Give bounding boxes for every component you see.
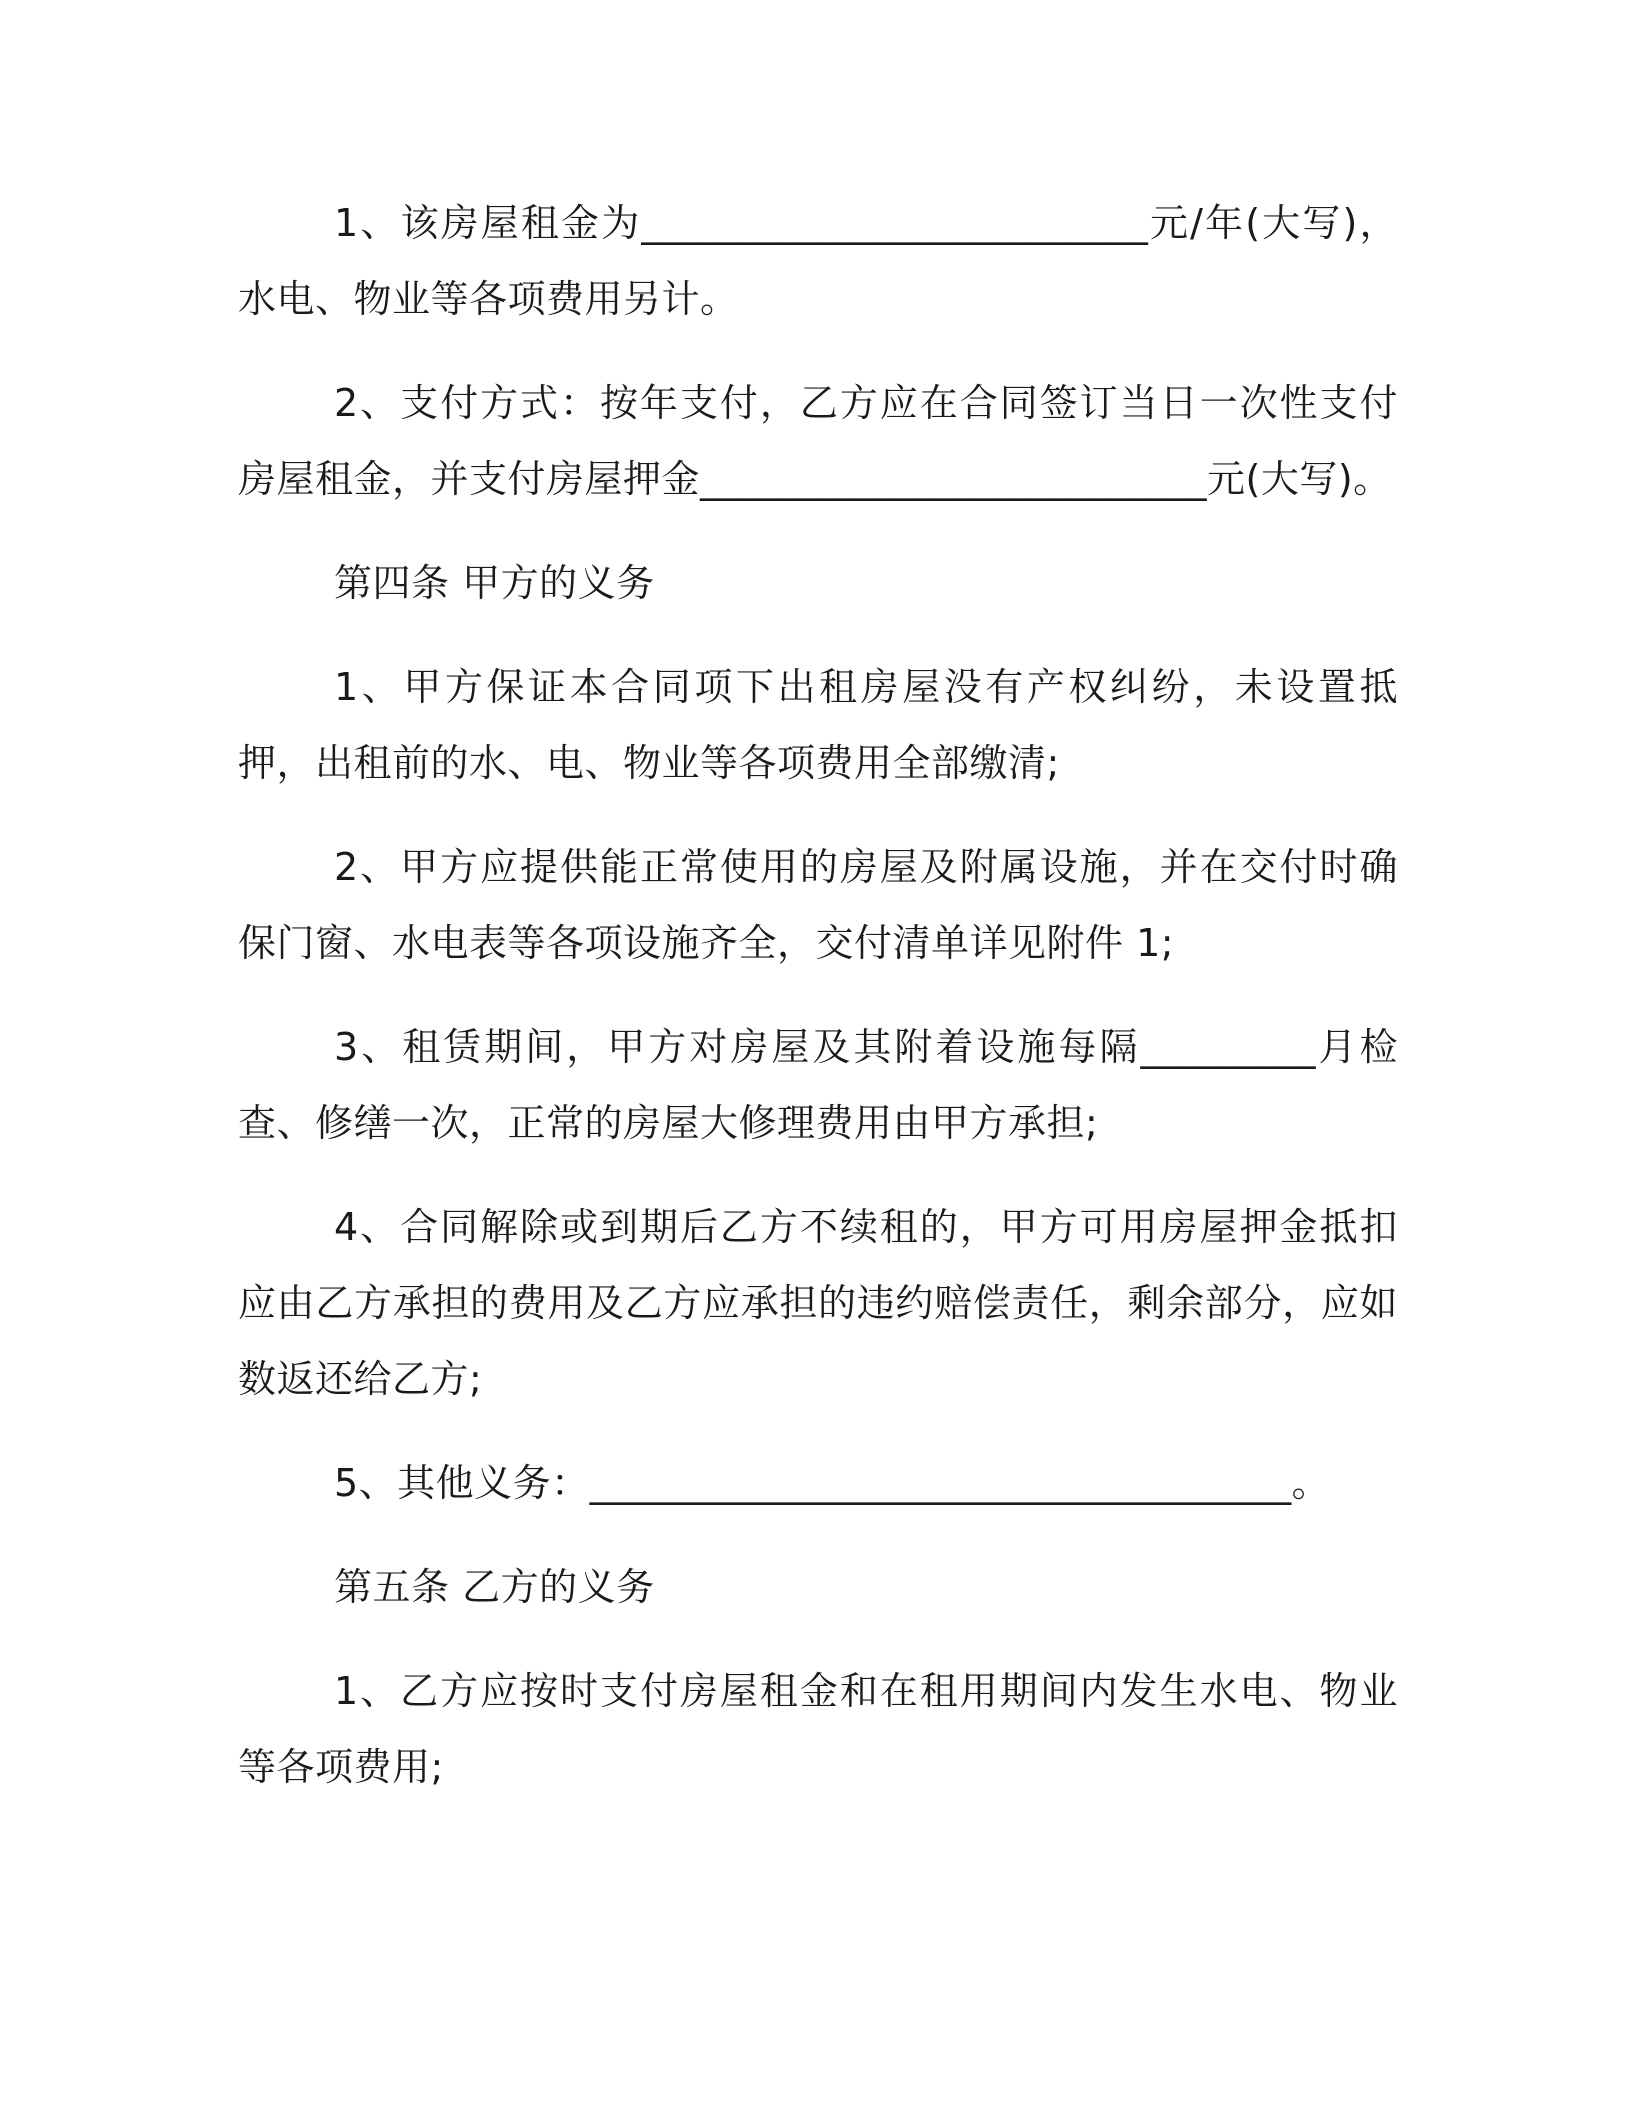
paragraph-party-a-inspection: 3、租赁期间，甲方对房屋及其附着设施每隔_________月检查、修缮一次，正常的房屋大修理费用由甲方承担; bbox=[238, 1025, 1398, 1145]
paragraph-party-a-other-obligations: 5、其他义务：____________________________________。 bbox=[334, 1461, 1331, 1505]
paragraph-party-a-deposit-refund: 4、合同解除或到期后乙方不续租的，甲方可用房屋押金抵扣应由乙方承担的费用及乙方应承担的违约赔偿责任，剩余部分，应如数返还给乙方; bbox=[238, 1205, 1398, 1401]
section-heading-party-a-obligations: 第四条 甲方的义务 bbox=[334, 561, 655, 605]
paragraph-party-a-facilities: 2、甲方应提供能正常使用的房屋及附属设施，并在交付时确保门窗、水电表等各项设施齐全，交付清单详见附件 1; bbox=[238, 845, 1398, 965]
document-body bbox=[238, 185, 1398, 1833]
section-heading-party-b-obligations: 第五条 乙方的义务 bbox=[334, 1565, 655, 1609]
paragraph-party-b-payment: 1、乙方应按时支付房屋租金和在租用期间内发生水电、物业等各项费用; bbox=[238, 1669, 1398, 1789]
paragraph-rent-amount: 1、该房屋租金为__________________________元/年(大写)，水电、物业等各项费用另计。 bbox=[238, 201, 1398, 321]
paragraph-payment-method: 2、支付方式：按年支付，乙方应在合同签订当日一次性支付房屋租金，并支付房屋押金__________________________元(大写)。 bbox=[238, 381, 1398, 501]
paragraph-party-a-guarantee: 1、甲方保证本合同项下出租房屋没有产权纠纷，未设置抵押，出租前的水、电、物业等各项费用全部缴清; bbox=[238, 665, 1398, 785]
